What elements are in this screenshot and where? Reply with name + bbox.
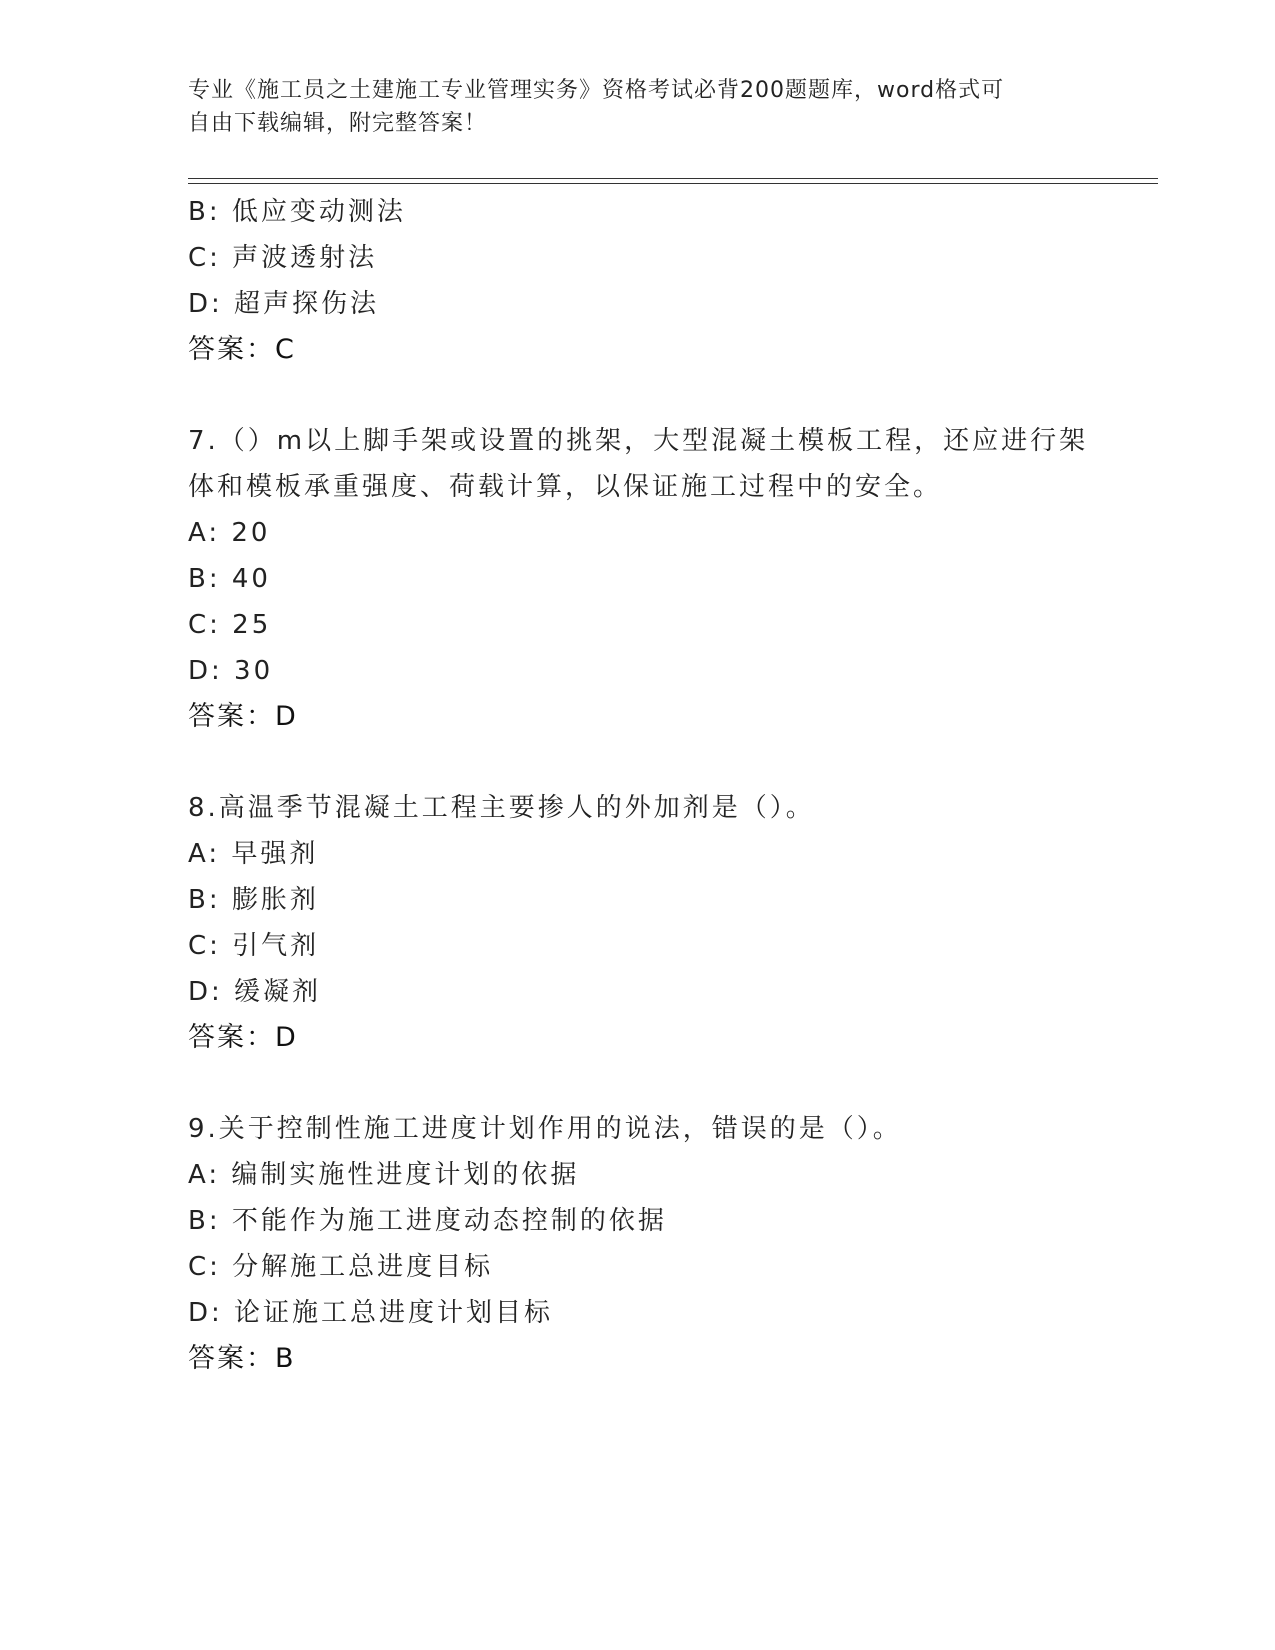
spacer (188, 1061, 1128, 1106)
spacer (188, 373, 1128, 418)
question-list (188, 189, 1128, 1382)
header-divider-top (188, 178, 1158, 179)
option-d: D: 超声探伤法 (188, 289, 380, 319)
option-d: D: 30 (188, 656, 274, 686)
question-7 (188, 418, 1128, 740)
option-c: C: 声波透射法 (188, 243, 378, 273)
page-header (188, 74, 1088, 140)
option-d: D: 缓凝剂 (188, 977, 322, 1007)
question-stem-line-1: 7.（）m以上脚手架或设置的挑架，大型混凝土模板工程，还应进行架 (188, 426, 1089, 456)
option-b: B: 不能作为施工进度动态控制的依据 (188, 1206, 667, 1236)
answer-line: 答案：D (188, 1022, 298, 1053)
option-c: C: 25 (188, 610, 272, 640)
option-a: A: 编制实施性进度计划的依据 (188, 1160, 580, 1190)
spacer (188, 740, 1128, 785)
option-d: D: 论证施工总进度计划目标 (188, 1298, 554, 1328)
option-b: B: 低应变动测法 (188, 197, 406, 227)
option-c: C: 分解施工总进度目标 (188, 1252, 494, 1282)
option-b: B: 膨胀剂 (188, 885, 319, 915)
header-title-line-1: 专业《施工员之土建施工专业管理实务》资格考试必背200题题库，word格式可 (188, 78, 1005, 103)
question-stem: 9.关于控制性施工进度计划作用的说法，错误的是（）。 (188, 1114, 902, 1144)
question-6-tail (188, 189, 1128, 373)
answer-line: 答案：B (188, 1343, 296, 1374)
question-9 (188, 1106, 1128, 1382)
answer-line: 答案：C (188, 334, 296, 365)
option-a: A: 20 (188, 518, 271, 548)
option-b: B: 40 (188, 564, 271, 594)
question-8 (188, 785, 1128, 1061)
option-a: A: 早强剂 (188, 839, 319, 869)
answer-line: 答案：D (188, 701, 298, 732)
option-c: C: 引气剂 (188, 931, 320, 961)
header-title-line-2: 自由下载编辑，附完整答案！ (188, 111, 488, 136)
header-divider-bottom (188, 183, 1158, 184)
question-stem-line-2: 体和模板承重强度、荷载计算，以保证施工过程中的安全。 (188, 472, 943, 502)
question-stem: 8.高温季节混凝土工程主要掺人的外加剂是（）。 (188, 793, 815, 823)
